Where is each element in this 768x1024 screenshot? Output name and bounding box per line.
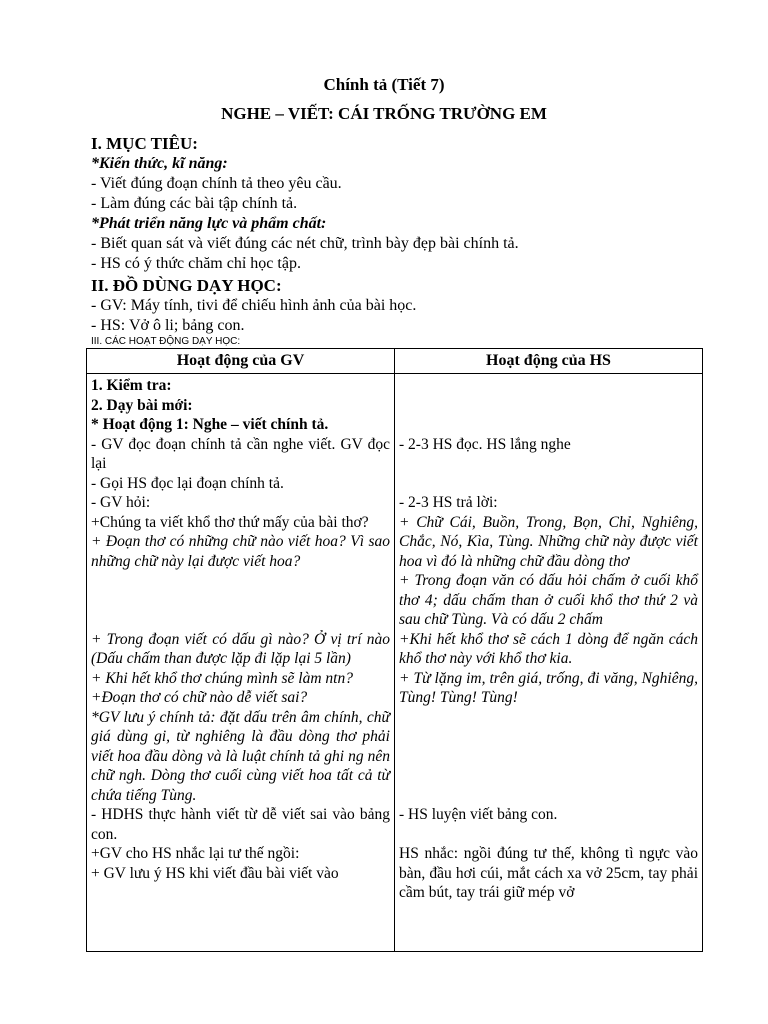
- section-heading-materials: II. ĐỒ DÙNG DẠY HỌC:: [91, 276, 282, 295]
- cell-line: + GV lưu ý HS khi viết đầu bài viết vào: [91, 864, 339, 882]
- student-activities-cell: [395, 374, 703, 952]
- activities-table: [86, 348, 703, 952]
- cell-line: + Trong đoạn viết có dấu gì nào? Ở vị trí nào (Dấu chấm than được lặp đi lặp lại 5 lần): [91, 630, 390, 667]
- cell-line: + Chữ Cái, Buồn, Trong, Bọn, Chỉ, Nghiêng, Chắc, Nó, Kìa, Tùng. Những chữ này được viết hoa vì đó là những chữ đầu dòng thơ: [399, 513, 698, 570]
- section-heading-activities: III. CÁC HOẠT ĐỘNG DẠY HỌC:: [91, 336, 241, 347]
- cell-line: 1. Kiểm tra:: [91, 377, 172, 394]
- list-item: - Viết đúng đoạn chính tả theo yêu cầu.: [91, 175, 342, 192]
- cell-line: +Khi hết khổ thơ sẽ cách 1 dòng để ngăn cách khổ thơ này với khổ thơ kia.: [399, 630, 698, 667]
- section-objectives: [91, 134, 691, 348]
- cell-line: - HDHS thực hành viết từ dễ viết sai vào bảng con.: [91, 806, 390, 843]
- cell-line: 2. Dạy bài mới:: [91, 396, 193, 414]
- cell-line: + Trong đoạn văn có dấu hỏi chấm ở cuối khổ thơ 4; dấu chấm than ở cuối khổ thơ thứ 2 và sau chữ Tùng. Và có dấu 2 chấm: [399, 572, 698, 628]
- list-item: - HS: Vở ô li; bảng con.: [91, 317, 245, 334]
- list-item: - HS có ý thức chăm chỉ học tập.: [91, 255, 301, 272]
- subheading-knowledge: *Kiến thức, kĩ năng:: [91, 155, 228, 172]
- lesson-subtitle: NGHE – VIẾT: CÁI TRỐNG TRƯỜNG EM: [221, 104, 547, 123]
- cell-line: - 2-3 HS trả lời:: [399, 494, 498, 511]
- cell-line: - 2-3 HS đọc. HS lắng nghe: [399, 435, 571, 453]
- cell-line: - Gọi HS đọc lại đoạn chính tả.: [91, 474, 284, 492]
- cell-line: + Từ lặng im, trên giá, trống, đi văng, Nghiêng, Tùng! Tùng! Tùng!: [399, 669, 698, 706]
- teacher-activities-cell: [87, 374, 395, 952]
- subheading-competence: *Phát triển năng lực và phẩm chất:: [91, 215, 327, 232]
- cell-line: - GV đọc đoạn chính tả cần nghe viết. GV đọc lại: [91, 435, 390, 472]
- list-item: - Biết quan sát và viết đúng các nét chữ, trình bày đẹp bài chính tả.: [91, 235, 519, 252]
- cell-line: +Đoạn thơ có chữ nào dễ viết sai?: [91, 689, 308, 706]
- section-heading-objectives: I. MỤC TIÊU:: [91, 134, 198, 153]
- table-header-row: [87, 349, 703, 374]
- list-item: - GV: Máy tính, tivi để chiếu hình ảnh của bài học.: [91, 297, 417, 314]
- cell-line: - GV hỏi:: [91, 494, 151, 511]
- lesson-title: Chính tả (Tiết 7): [323, 75, 445, 94]
- cell-line: +GV cho HS nhắc lại tư thế ngồi:: [91, 845, 300, 862]
- list-item: - Làm đúng các bài tập chính tả.: [91, 195, 298, 212]
- cell-line: *GV lưu ý chính tả: đặt dấu trên âm chính, chữ giá dùng gi, từ nghiêng là đầu dòng thơ phải viết hoa đầu dòng và là luật chính tả ghi ng nên chữ ngh. Dòng thơ cuối cùng viết hoa tất cả từ chứa tiếng Tùng.: [91, 708, 390, 804]
- column-header-student: Hoạt động của HS: [395, 349, 703, 374]
- column-header-teacher: Hoạt động của GV: [87, 349, 395, 374]
- cell-line: * Hoạt động 1: Nghe – viết chính tả.: [91, 416, 329, 433]
- cell-line: + Khi hết khổ thơ chúng mình sẽ làm ntn?: [91, 669, 353, 687]
- table-row: [87, 374, 703, 952]
- cell-line: + Đoạn thơ có những chữ nào viết hoa? Vì sao những chữ này lại được viết hoa?: [91, 533, 390, 570]
- cell-line: - HS luyện viết bảng con.: [399, 806, 558, 823]
- cell-line: +Chúng ta viết khổ thơ thứ mấy của bài thơ?: [91, 513, 369, 531]
- cell-line: HS nhắc: ngồi đúng tư thế, không tì ngực vào bàn, đầu hơi cúi, mắt cách xa vở 25cm, tay phải cầm bút, tay trái giữ mép vở: [399, 845, 698, 901]
